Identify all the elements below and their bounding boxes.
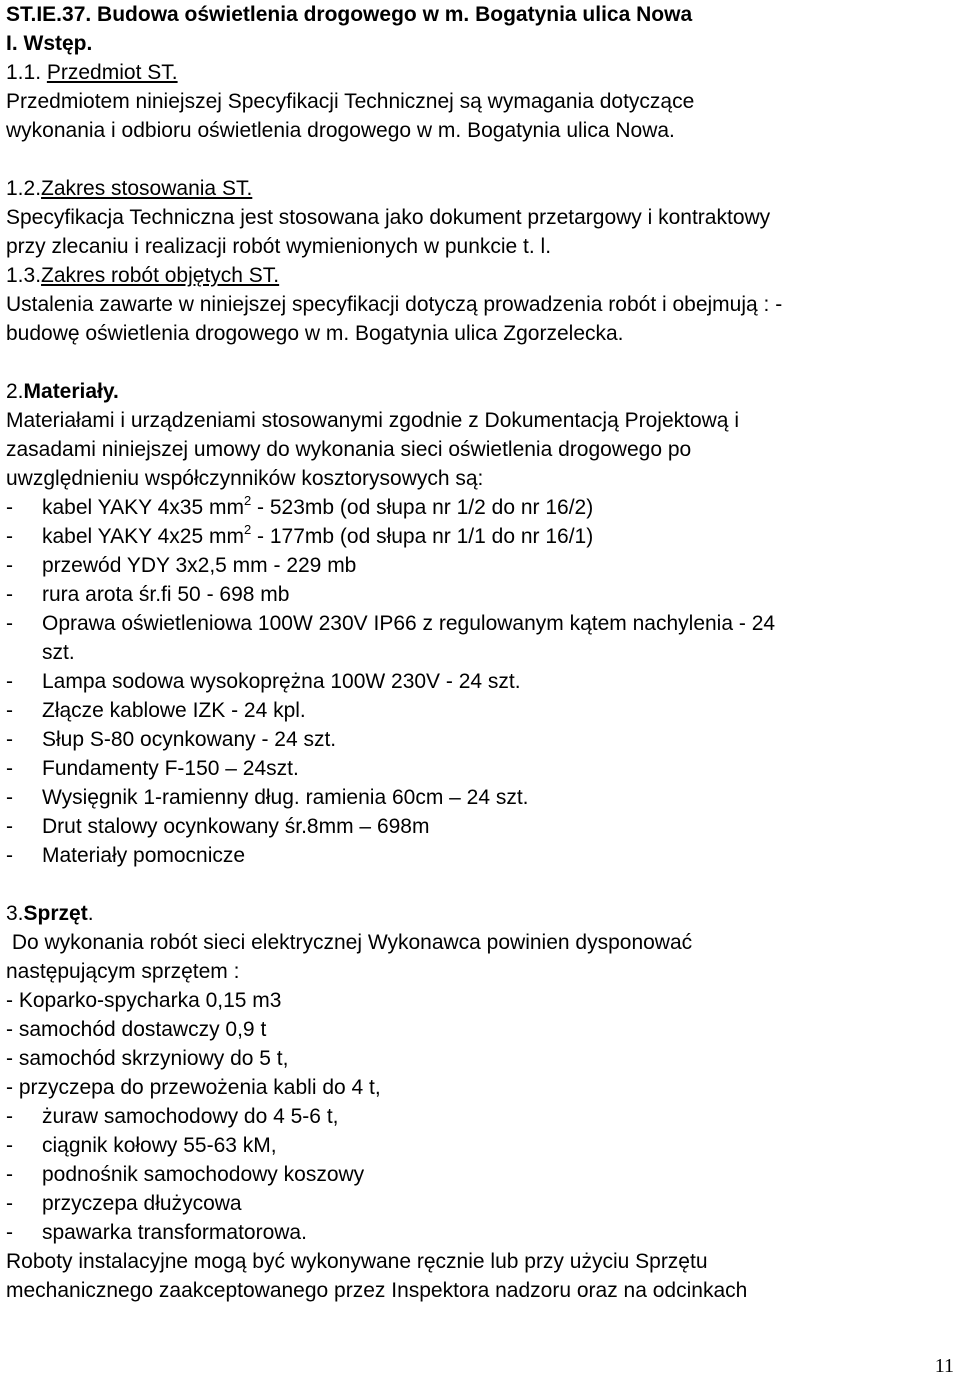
paragraph-line: przy zlecaniu i realizacji robót wymienionych w punkcie t. l. xyxy=(6,235,552,258)
paragraph-line: Specyfikacja Techniczna jest stosowana jako dokument przetargowy i kontraktowy xyxy=(6,206,771,229)
paragraph-line: mechanicznego zaakceptowanego przez Inspektora nadzoru oraz na odcinkach xyxy=(6,1279,748,1302)
paragraph-line: Materiałami i urządzeniami stosowanymi zgodnie z Dokumentacją Projektową i xyxy=(6,409,739,432)
document-title: ST.IE.37. Budowa oświetlenia drogowego w m. Bogatynia ulica Nowa xyxy=(6,3,693,26)
document-page xyxy=(6,0,952,1305)
list-item-text: szt. xyxy=(42,641,75,664)
list-item-text: Słup S-80 ocynkowany - 24 szt. xyxy=(42,728,337,751)
paragraph-line: wykonania i odbioru oświetlenia drogowego w m. Bogatynia ulica Nowa. xyxy=(6,119,675,142)
subsection-heading-1-3 xyxy=(6,261,952,290)
list-item-text: spawarka transformatorowa. xyxy=(42,1221,307,1244)
list-dash: - xyxy=(6,583,13,606)
list-item-text: przewód YDY 3x2,5 mm - 229 mb xyxy=(42,554,357,577)
material-list-item xyxy=(6,812,952,841)
subsection-heading-1-2 xyxy=(6,174,952,203)
material-list-item xyxy=(6,725,952,754)
list-item-text: Lampa sodowa wysokoprężna 100W 230V - 24 szt. xyxy=(42,670,521,693)
list-dash: - xyxy=(6,699,13,722)
list-item-text: żuraw samochodowy do 4 5-6 t, xyxy=(42,1105,339,1128)
material-list-item xyxy=(6,667,952,696)
paragraph-line: budowę oświetlenia drogowego w m. Bogatynia ulica Zgorzelecka. xyxy=(6,322,624,345)
list-dash: - xyxy=(6,525,13,548)
equipment-list-item xyxy=(6,1218,952,1247)
list-item-text: Wysięgnik 1-ramienny dług. ramienia 60cm – 24 szt. xyxy=(42,786,529,809)
section-title: Materiały. xyxy=(23,380,119,403)
list-dash: - xyxy=(6,670,13,693)
list-dash: - xyxy=(6,1134,13,1157)
list-dash: - xyxy=(6,728,13,751)
section-number: 3. xyxy=(6,902,24,925)
equipment-list-item xyxy=(6,1102,952,1131)
section-heading-3: 3.Sprzęt. xyxy=(6,902,94,925)
material-list-item xyxy=(6,551,952,580)
equipment-list-item xyxy=(6,1160,952,1189)
list-item-text: rura arota śr.fi 50 - 698 mb xyxy=(42,583,290,606)
material-list-item xyxy=(6,696,952,725)
paragraph-line: następującym sprzętem : xyxy=(6,960,240,983)
subsection-number: 1.3. xyxy=(6,264,42,287)
material-list-item xyxy=(6,522,952,551)
list-item-text: Złącze kablowe IZK - 24 kpl. xyxy=(42,699,306,722)
paragraph-line: Przedmiotem niniejszej Specyfikacji Technicznej są wymagania dotyczące xyxy=(6,90,695,113)
list-dash: - xyxy=(6,554,13,577)
list-item-text: kabel YAKY 4x25 $mm^2 - 177mb$ (od słupa nr 1/1 do nr 16/1) xyxy=(42,522,594,548)
equipment-item: - samochód dostawczy 0,9 t xyxy=(6,1018,267,1041)
list-dash: - xyxy=(6,815,13,838)
list-item-text: przyczepa dłużycowa xyxy=(42,1192,242,1215)
section-heading-1: I. Wstęp. xyxy=(6,32,93,55)
equipment-item: - przyczepa do przewożenia kabli do 4 t, xyxy=(6,1076,381,1099)
list-dash: - xyxy=(6,844,13,867)
list-item-text: Materiały pomocnicze xyxy=(42,844,246,867)
list-dash: - xyxy=(6,612,13,635)
subsection-number: 1.2. xyxy=(6,177,42,200)
list-dash: - xyxy=(6,757,13,780)
subsection-title: Zakres stosowania ST. xyxy=(41,177,253,200)
section-number: 2. xyxy=(6,380,24,403)
list-dash: - xyxy=(6,1192,13,1215)
material-list-item xyxy=(6,841,952,870)
equipment-item: - Koparko-spycharka 0,15 m3 xyxy=(6,989,282,1012)
equipment-item: - samochód skrzyniowy do 5 t, xyxy=(6,1047,289,1070)
subsection-title: Zakres robót objętych ST. xyxy=(41,264,280,287)
subsection-title: Przedmiot ST. xyxy=(46,61,178,84)
paragraph-line: Roboty instalacyjne mogą być wykonywane ręcznie lub przy użyciu Sprzętu xyxy=(6,1250,708,1273)
list-item-text: Oprawa oświetleniowa 100W 230V IP66 z regulowanym kątem nachylenia - 24 xyxy=(42,612,776,635)
paragraph-line: Do wykonania robót sieci elektrycznej Wykonawca powinien dysponować xyxy=(6,931,693,954)
material-list-item xyxy=(6,783,952,812)
list-item-text: podnośnik samochodowy koszowy xyxy=(42,1163,365,1186)
equipment-list-item xyxy=(6,1189,952,1218)
paragraph-line: Ustalenia zawarte w niniejszej specyfikacji dotyczą prowadzenia robót i obejmują : - xyxy=(6,293,783,316)
subsection-number: 1.1. xyxy=(6,61,47,84)
section-heading-2 xyxy=(6,377,952,406)
list-item-text: ciągnik kołowy 55-63 kM, xyxy=(42,1134,277,1157)
material-list-item xyxy=(6,609,952,638)
material-list-item xyxy=(6,493,952,522)
list-dash: - xyxy=(6,1105,13,1128)
subsection-heading-1-1 xyxy=(6,58,952,87)
list-dash: - xyxy=(6,1221,13,1244)
paragraph-line: zasadami niniejszej umowy do wykonania sieci oświetlenia drogowego po xyxy=(6,438,692,461)
list-dash: - xyxy=(6,496,13,519)
material-list-item-continuation xyxy=(6,638,952,667)
material-list-item xyxy=(6,580,952,609)
list-item-text: kabel YAKY 4x35 $mm^2 - 523mb$ (od słupa nr 1/2 do nr 16/2) xyxy=(42,493,594,519)
list-item-text: Fundamenty F-150 – 24szt. xyxy=(42,757,299,780)
list-dash: - xyxy=(6,1163,13,1186)
list-dash: - xyxy=(6,786,13,809)
page-number: 11 xyxy=(934,1355,954,1377)
paragraph-line: uwzględnieniu współczynników kosztorysowych są: xyxy=(6,467,484,490)
section-title: Sprzęt xyxy=(23,902,88,925)
list-item-text: Drut stalowy ocynkowany śr.8mm – 698m xyxy=(42,815,430,838)
material-list-item xyxy=(6,754,952,783)
equipment-list-item xyxy=(6,1131,952,1160)
